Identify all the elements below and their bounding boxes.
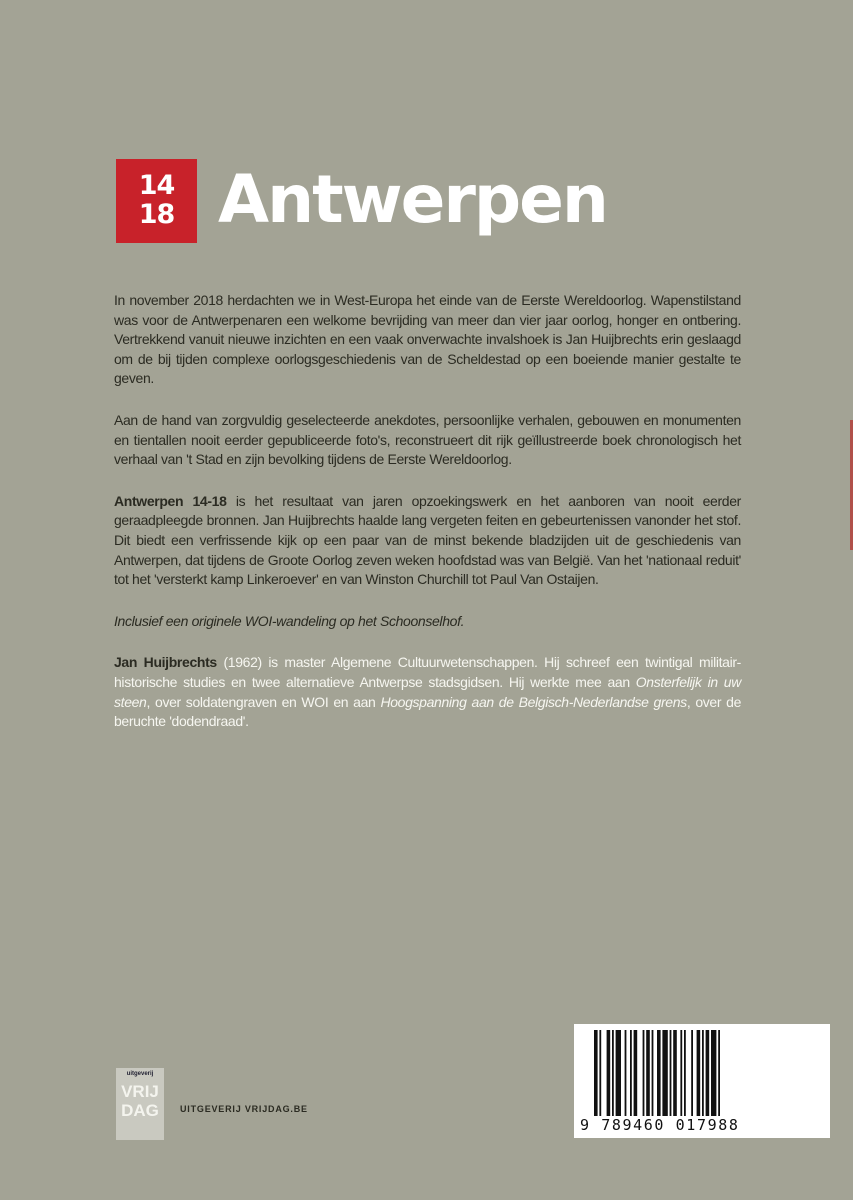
bio-book-title: Onsterfelijk in uw steen (114, 673, 741, 710)
barcode-bar (607, 1030, 611, 1118)
author-bio (114, 653, 741, 731)
barcode-bar (599, 1030, 601, 1118)
barcode-bar (646, 1030, 650, 1118)
isbn-barcode (574, 1024, 830, 1138)
barcode-bar (662, 1030, 667, 1118)
paragraph-1: In november 2018 herdachten we in West-Europa het einde van de Eerste Wereldoorlog. Wapenstilstand was voor de Antwerpenaren een welkome bevrijding van meer dan vier jaar oorlog, honger en ontbering. Vertrekkend vanuit nieuwe inzichten en een vaak onverwachte invalshoek is Jan Huijbrechts erin geslaagd om de bij tijden complexe oorlogsgeschiedenis van de Scheldestad op een boeiende manier gestalte te geven. (114, 292, 741, 387)
barcode-bar (643, 1030, 645, 1118)
badge-top: 14 (138, 170, 175, 201)
logo-line-2: DAG (121, 1101, 159, 1120)
barcode-bar (594, 1030, 598, 1118)
barcode-bar (616, 1030, 621, 1118)
barcode-bar (625, 1030, 627, 1118)
barcode-bar (680, 1030, 682, 1118)
book-name: Antwerpen 14-18 (114, 492, 227, 509)
italic-note: Inclusief een originele WOI-wandeling op het Schoonselhof. (114, 612, 465, 629)
badge-bottom: 18 (138, 199, 175, 230)
barcode-bar (612, 1030, 614, 1118)
paragraph-2: Aan de hand van zorgvuldig geselecteerde anekdotes, persoonlijke verhalen, gebouwen en monumenten en tientallen nooit eerder gepubliceerde foto's, reconstrueert dit rijk geïllustreerde boek chronologisch het verhaal van 't Stad en zijn bevolking tijdens de Eerste Wereldoorlog. (114, 411, 741, 468)
barcode-bar (691, 1030, 693, 1118)
paragraph-3-text: is het resultaat van jaren opzoekingswerk en het aanboren van nooit eerder geraadpleegde bronnen. Jan Huijbrechts haalde lang vergeten feiten en gebeurtenissen vanonder het stof. Dit biedt een verfrissende kijk op een paar van de minst bekende bladzijden uit de geschiedenis van Antwerpen, dat tijdens de Groote Oorlog zeven weken hoofdstad was van België. Van het 'nationaal reduit' tot het 'versterkt kamp Linkeroever' en van Winston Churchill tot Paul Van Ostaijen. (114, 492, 741, 588)
barcode-bar (634, 1030, 638, 1118)
barcode-bar (711, 1030, 716, 1118)
logo-small-text: uitgeverij (126, 1071, 154, 1077)
isbn-number: 9 789460 017988 (580, 1116, 740, 1134)
barcode-bar (673, 1030, 677, 1118)
barcode-bar (670, 1030, 672, 1118)
paragraph-3 (114, 492, 741, 590)
barcode-bar (657, 1030, 661, 1118)
barcode-bar (718, 1030, 720, 1118)
barcode-bar (697, 1030, 701, 1118)
publisher-website: UITGEVERIJ VRIJDAG.BE (180, 1104, 308, 1114)
bio-text: , over de beruchte 'dodendraad'. (114, 693, 742, 730)
1418-badge (116, 159, 197, 243)
barcode-bar (684, 1030, 686, 1118)
barcode-bar (706, 1030, 710, 1118)
bio-book-title: Hoogspanning aan de Belgisch-Nederlandse grens (380, 693, 687, 710)
author-name: Jan Huijbrechts (114, 654, 217, 671)
bio-text: (1962) is master Algemene Cultuurwetenschappen. Hij schreef een twintigal militair-historische studies en twee alternatieve Antwerpse stadsgidsen. Hij werkte mee aan (114, 654, 741, 690)
barcode-bar (630, 1030, 632, 1118)
logo-line-1: VRIJ (121, 1082, 159, 1101)
publisher-logo (116, 1068, 164, 1140)
blurb (114, 291, 741, 754)
barcode-bar (652, 1030, 654, 1118)
book-title: Antwerpen (218, 161, 607, 238)
bio-text: , over soldatengraven en WOI en aan (146, 693, 381, 710)
barcode-bar (702, 1030, 704, 1118)
barcode-bars (584, 1030, 820, 1118)
